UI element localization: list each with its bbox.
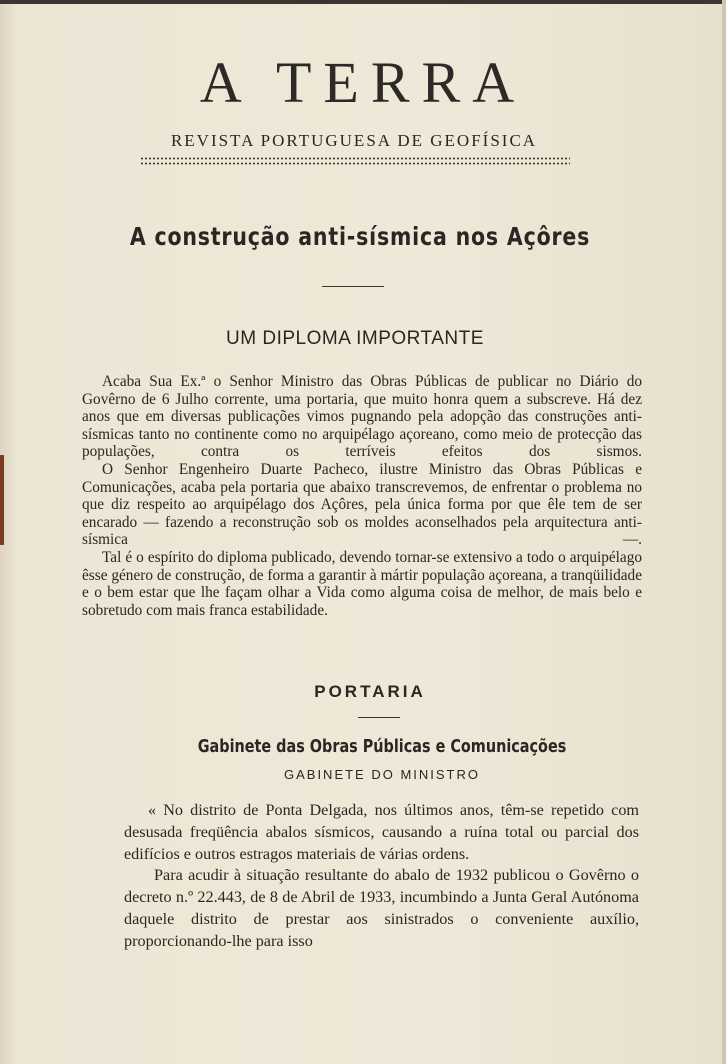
portaria-paragraph: Para acudir à situação resultante do abalo de 1932 publicou o Govêrno o decreto n.º 22.443, de 8 de Abril de 1933, incumbindo a Junta Geral Autónoma daquele distrito de prestar aos sinistrados o conveniente auxílio, proporcionando-lhe para isso bbox=[124, 866, 639, 950]
intro-text bbox=[82, 373, 642, 619]
intro-paragraph: Acaba Sua Ex.ª o Senhor Ministro das Obras Públicas de publicar no Diário do Govêrno de 6 Julho corrente, uma portaria, que muito honra quem a subscreve. Há dez anos que em diversas publicações vimos pugnando pela adopção das construções anti-sísmicas tanto no continente como no arquipélago açoreano, como meio de protecção das populações, contra os terríveis efeitos dos sismos. bbox=[82, 373, 642, 461]
journal-title: A TERRA bbox=[199, 50, 527, 115]
journal-subtitle: REVISTA PORTUGUESA DE GEOFÍSICA bbox=[170, 131, 538, 150]
section-heading: UM DIPLOMA IMPORTANTE bbox=[226, 328, 484, 349]
dotted-rule bbox=[140, 157, 570, 167]
portaria-text bbox=[124, 800, 639, 953]
title-divider bbox=[322, 286, 384, 287]
intro-paragraph: O Senhor Engenheiro Duarte Pacheco, ilustre Ministro das Obras Públicas e Comunicações, acaba pela portaria que abaixo transcrevemos, de enfrentar o problema no que diz respeito ao arquipélago dos Açôres, pela única forma por que êle tem de ser encarado — fazendo a reconstrução sob os moldes aconselhados pela arquitectura anti-sísmica —. bbox=[82, 460, 642, 549]
page-right-edge bbox=[722, 0, 726, 1064]
portaria-paragraph: « No distrito de Ponta Delgada, nos últimos anos, têm-se repetido com desusada freqüência abalos sísmicos, causando a ruína total ou parcial dos edifícios e outros estragos materiais de várias ordens. bbox=[124, 801, 639, 863]
sub-office-name: GABINETE DO MINISTRO bbox=[283, 767, 480, 782]
portaria-divider bbox=[358, 717, 400, 718]
intro-paragraph: Tal é o espírito do diploma publicado, devendo tornar-se extensivo a todo o arquipélago êsse género de construção, de forma a garantir à mártir população açoreana, a tranqüilidade e o bem estar que lhe façam olhar a Vida como alguma coisa de melhor, de mais belo e sobretudo com mais franca estabilidade. bbox=[82, 548, 642, 619]
office-name: Gabinete das Obras Públicas e Comunicações bbox=[197, 736, 567, 757]
portaria-heading: PORTARIA bbox=[314, 682, 426, 701]
article-title: A construção anti-sísmica nos Açôres bbox=[129, 222, 591, 251]
page-top-edge bbox=[0, 0, 726, 4]
binding-mark bbox=[0, 455, 4, 545]
